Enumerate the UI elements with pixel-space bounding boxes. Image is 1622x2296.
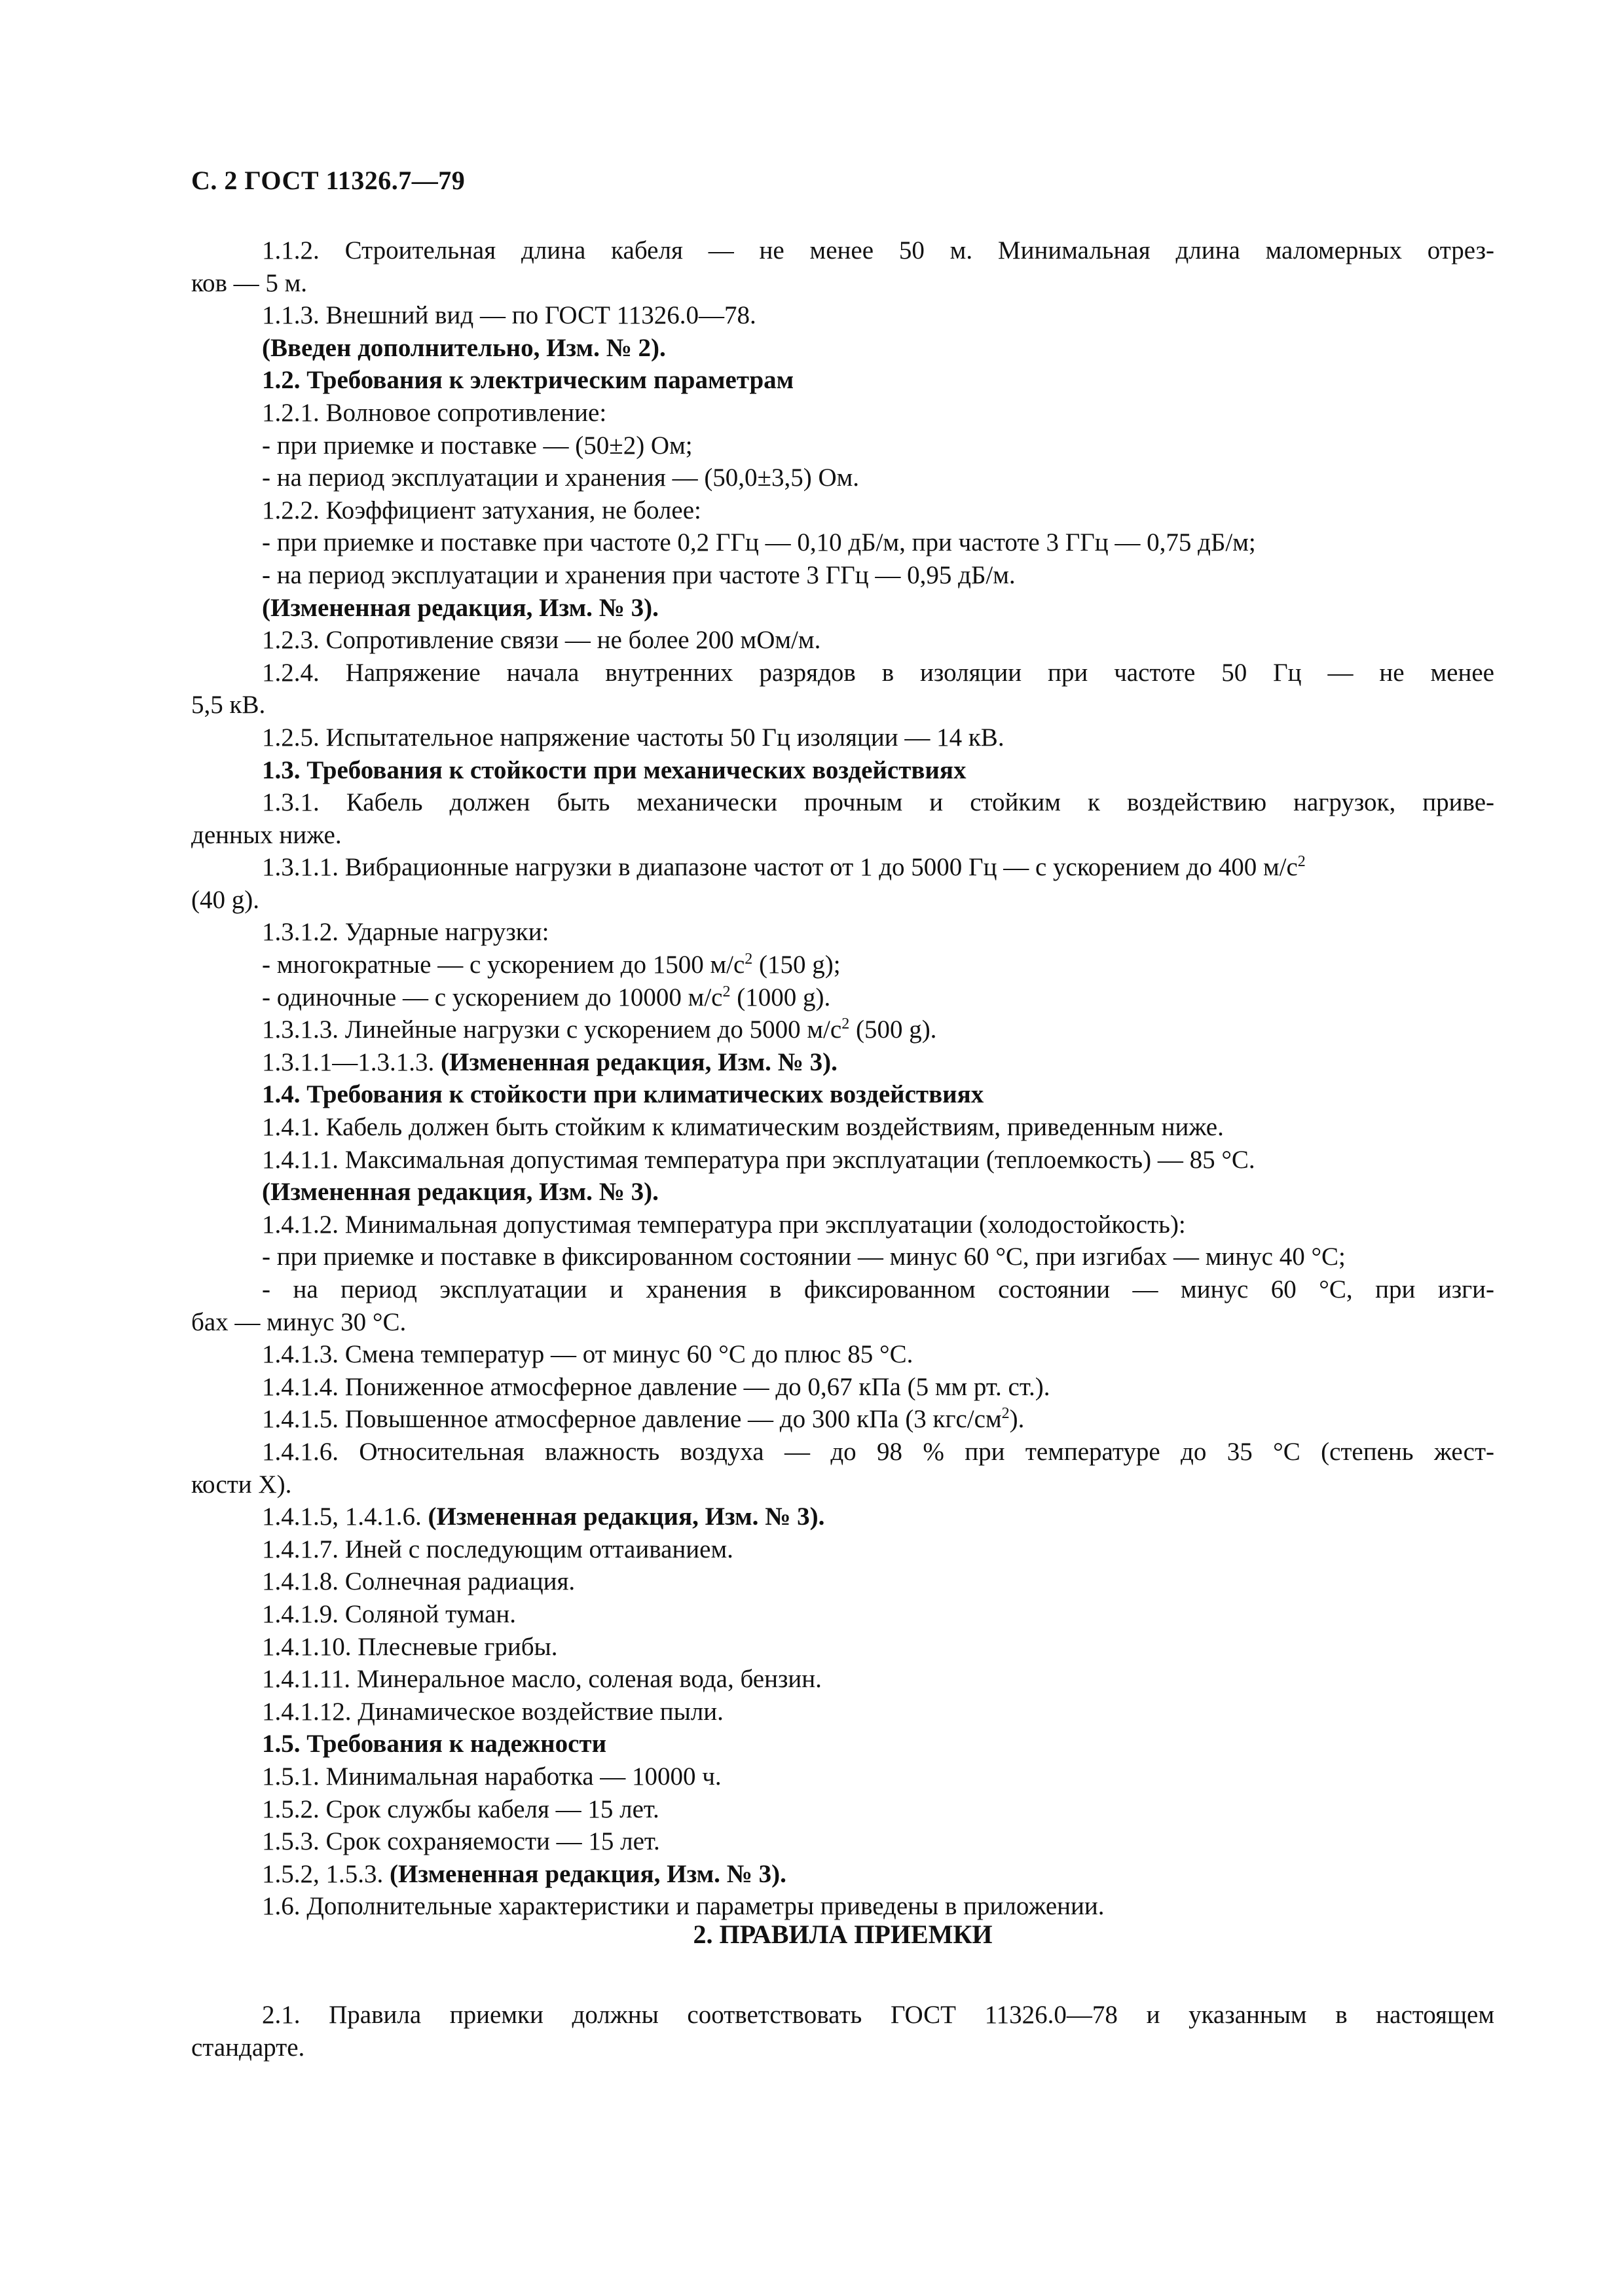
text-line [191,494,1494,527]
section-2-body [191,1999,1494,2064]
text-line [191,949,1494,981]
text-line [191,397,1494,429]
text-line [191,1176,1494,1209]
text-line [191,1209,1494,1241]
text-line [191,1696,1494,1728]
text-line [191,462,1494,494]
amendment-note: (Измененная редакция, Изм. № 3). [428,1503,825,1531]
text-line-content: 1.3.1.3. Линейные нагрузки с ускорением до 5000 м/с [262,1015,842,1044]
text-line-content: 1.4.1.2. Минимальная допустимая температура при эксплуатации (холодостойкость): [262,1210,1186,1239]
text-line-content: (Измененная редакция, Изм. № 3). [262,593,659,622]
page-header: С. 2 ГОСТ 11326.7—79 [191,166,466,195]
text-line-content: 1.4.1.5, 1.4.1.6. [262,1503,428,1531]
text-line-content: 1.4.1.6. Относительная влажность воздуха — до 98 % при температуре до 35 °С (степень жест- [262,1437,1494,1466]
text-line-content: денных ниже. [191,820,342,849]
amendment-note: (Измененная редакция, Изм. № 3). [441,1048,838,1076]
text-line-content: 1.5.2, 1.5.3. [262,1859,390,1888]
text-line [191,1631,1494,1664]
text-line-content: 1.2.2. Коэффициент затухания, не более: [262,496,701,524]
text-line-content: 1.4.1.10. Плесневые грибы. [262,1632,558,1661]
text-line [191,1858,1494,1891]
text-line-content: - на период эксплуатации и хранения при частоте 3 ГГц — 0,95 дБ/м. [262,560,1016,589]
text-line [191,1273,1494,1306]
text-line-content: 1.2. Требования к электрическим параметрам [262,366,794,395]
superscript: 2 [745,951,753,968]
text-line-content: - при приемке и поставке при частоте 0,2 ГГц — 0,10 дБ/м, при частоте 3 ГГц — 0,75 дБ/м; [262,528,1256,557]
text-line-content: 1.4.1.4. Пониженное атмосферное давление — до 0,67 кПа (5 мм рт. ст.). [262,1372,1050,1401]
text-line [191,689,1494,721]
text-line [191,1338,1494,1371]
text-line [191,2032,1494,2064]
text-line [191,1825,1494,1858]
text-line [191,1533,1494,1566]
section-1-body [191,234,1494,1923]
text-line [191,234,1494,267]
amendment-note: (Измененная редакция, Изм. № 3). [390,1859,786,1888]
text-line [191,1793,1494,1826]
text-line [191,851,1494,884]
text-line-tail: ). [1009,1405,1025,1434]
text-line-content: 1.5.1. Минимальная наработка — 10000 ч. [262,1762,722,1791]
text-line-content: 1.4.1.11. Минеральное масло, соленая вода, бензин. [262,1665,822,1694]
text-line-content: 1.4.1.12. Динамическое воздействие пыли. [262,1697,724,1726]
text-line-content: 1.3.1. Кабель должен быть механически прочным и стойким к воздействию нагрузок, приве- [262,788,1494,817]
text-line [191,1663,1494,1696]
text-line [191,1371,1494,1404]
superscript: 2 [841,1015,850,1033]
text-line [191,786,1494,819]
text-line [191,624,1494,657]
text-line [191,299,1494,332]
text-line [191,916,1494,949]
text-line-content: бах — минус 30 °С. [191,1307,407,1336]
text-line [191,559,1494,592]
text-line-content: 1.4.1.9. Соляной туман. [262,1599,517,1628]
text-line-content: стандарте. [191,2033,305,2062]
text-line [191,1046,1494,1079]
text-line [191,1013,1494,1046]
text-line-content: - многократные — с ускорением до 1500 м/с [262,951,745,979]
text-line [191,1403,1494,1436]
text-line [191,1144,1494,1176]
text-line-content: 1.2.3. Сопротивление связи — не более 200 мОм/м. [262,626,821,655]
text-line [191,1999,1494,2032]
text-line-content: 1.1.3. Внешний вид — по ГОСТ 11326.0—78. [262,301,756,330]
text-line [191,1468,1494,1501]
text-line [191,429,1494,462]
text-line-content: 1.4.1.3. Смена температур — от минус 60 °С до плюс 85 °С. [262,1340,913,1369]
text-line-content: 1.3.1.1. Вибрационные нагрузки в диапазоне частот от 1 до 5000 Гц — с ускорением до 400 м/с [262,853,1298,882]
text-line [191,1078,1494,1111]
text-line [191,1598,1494,1631]
text-line [191,819,1494,852]
text-line-content: - на период эксплуатации и хранения в фиксированном состоянии — минус 60 °С, при изги- [262,1275,1494,1303]
section-2-title: 2. ПРАВИЛА ПРИЕМКИ [693,1920,993,1949]
text-line-content: 1.5.2. Срок службы кабеля — 15 лет. [262,1795,659,1823]
text-line-content: 1.4.1.5. Повышенное атмосферное давление — до 300 кПа (3 кгс/см [262,1405,1002,1434]
text-line [191,1565,1494,1598]
text-line-content: 1.4.1.1. Максимальная допустимая температура при эксплуатации (теплоемкость) — 85 °С. [262,1145,1255,1174]
text-line-content: 1.4. Требования к стойкости при климатических воздействиях [262,1080,984,1109]
text-line-content: 1.4.1. Кабель должен быть стойким к климатическим воздействиям, приведенным ниже. [262,1113,1224,1142]
superscript: 2 [1001,1405,1010,1423]
text-line [191,332,1494,365]
text-line-tail: (500 g). [849,1015,937,1044]
text-line-tail: (1000 g). [730,983,831,1011]
text-line-content: (40 g). [191,885,259,914]
text-line [191,981,1494,1014]
text-line [191,754,1494,787]
text-line [191,526,1494,559]
text-line-content: 1.4.1.8. Солнечная радиация. [262,1567,576,1596]
text-line-content: (Измененная редакция, Изм. № 3). [262,1178,659,1207]
text-line [191,1436,1494,1468]
text-line-content: 2.1. Правила приемки должны соответствовать ГОСТ 11326.0—78 и указанным в настоящем [262,2001,1494,2029]
superscript: 2 [722,983,731,1000]
text-line-content: 1.3.1.1—1.3.1.3. [262,1048,441,1076]
text-line [191,1728,1494,1760]
text-line-content: 1.3.1.2. Ударные нагрузки: [262,918,549,947]
text-line-content: - одиночные — с ускорением до 10000 м/с [262,983,723,1011]
text-line-content: (Введен дополнительно, Изм. № 2). [262,333,666,362]
text-line-content: 1.5. Требования к надежности [262,1730,607,1758]
text-line-content: 1.5.3. Срок сохраняемости — 15 лет. [262,1827,660,1856]
text-line [191,267,1494,300]
text-line-content: - на период эксплуатации и хранения — (50,0±3,5) Ом. [262,464,860,492]
superscript: 2 [1297,853,1306,871]
text-line [191,1760,1494,1793]
text-line-content: 1.2.5. Испытательное напряжение частоты 50 Гц изоляции — 14 кВ. [262,723,1005,752]
text-line [191,1501,1494,1533]
text-line [191,1241,1494,1273]
text-line [191,1306,1494,1339]
text-line-content: 1.4.1.7. Иней с последующим оттаиванием. [262,1535,733,1563]
text-line-tail: (150 g); [752,951,841,979]
text-line-content: кости X). [191,1470,292,1499]
text-line-content: 1.1.2. Строительная длина кабеля — не менее 50 м. Минимальная длина маломерных отрез- [262,236,1494,264]
text-line [191,364,1494,397]
text-line-content: ков — 5 м. [191,268,308,297]
text-line-content: 1.2.4. Напряжение начала внутренних разрядов в изоляции при частоте 50 Гц — не менее [262,658,1494,687]
text-line-content: 1.3. Требования к стойкости при механических воздействиях [262,756,967,784]
text-line [191,884,1494,917]
text-line-content: 5,5 кВ. [191,691,266,720]
text-line-content: 1.2.1. Волновое сопротивление: [262,398,607,427]
text-line [191,657,1494,689]
text-line-content: - при приемке и поставке — (50±2) Ом; [262,431,693,460]
text-line [191,721,1494,754]
text-line-content: - при приемке и поставке в фиксированном состоянии — минус 60 °С, при изгибах — минус 40 °С; [262,1243,1346,1271]
text-line-content: 1.6. Дополнительные характеристики и параметры приведены в приложении. [262,1892,1105,1921]
text-line [191,1111,1494,1144]
text-line [191,592,1494,625]
